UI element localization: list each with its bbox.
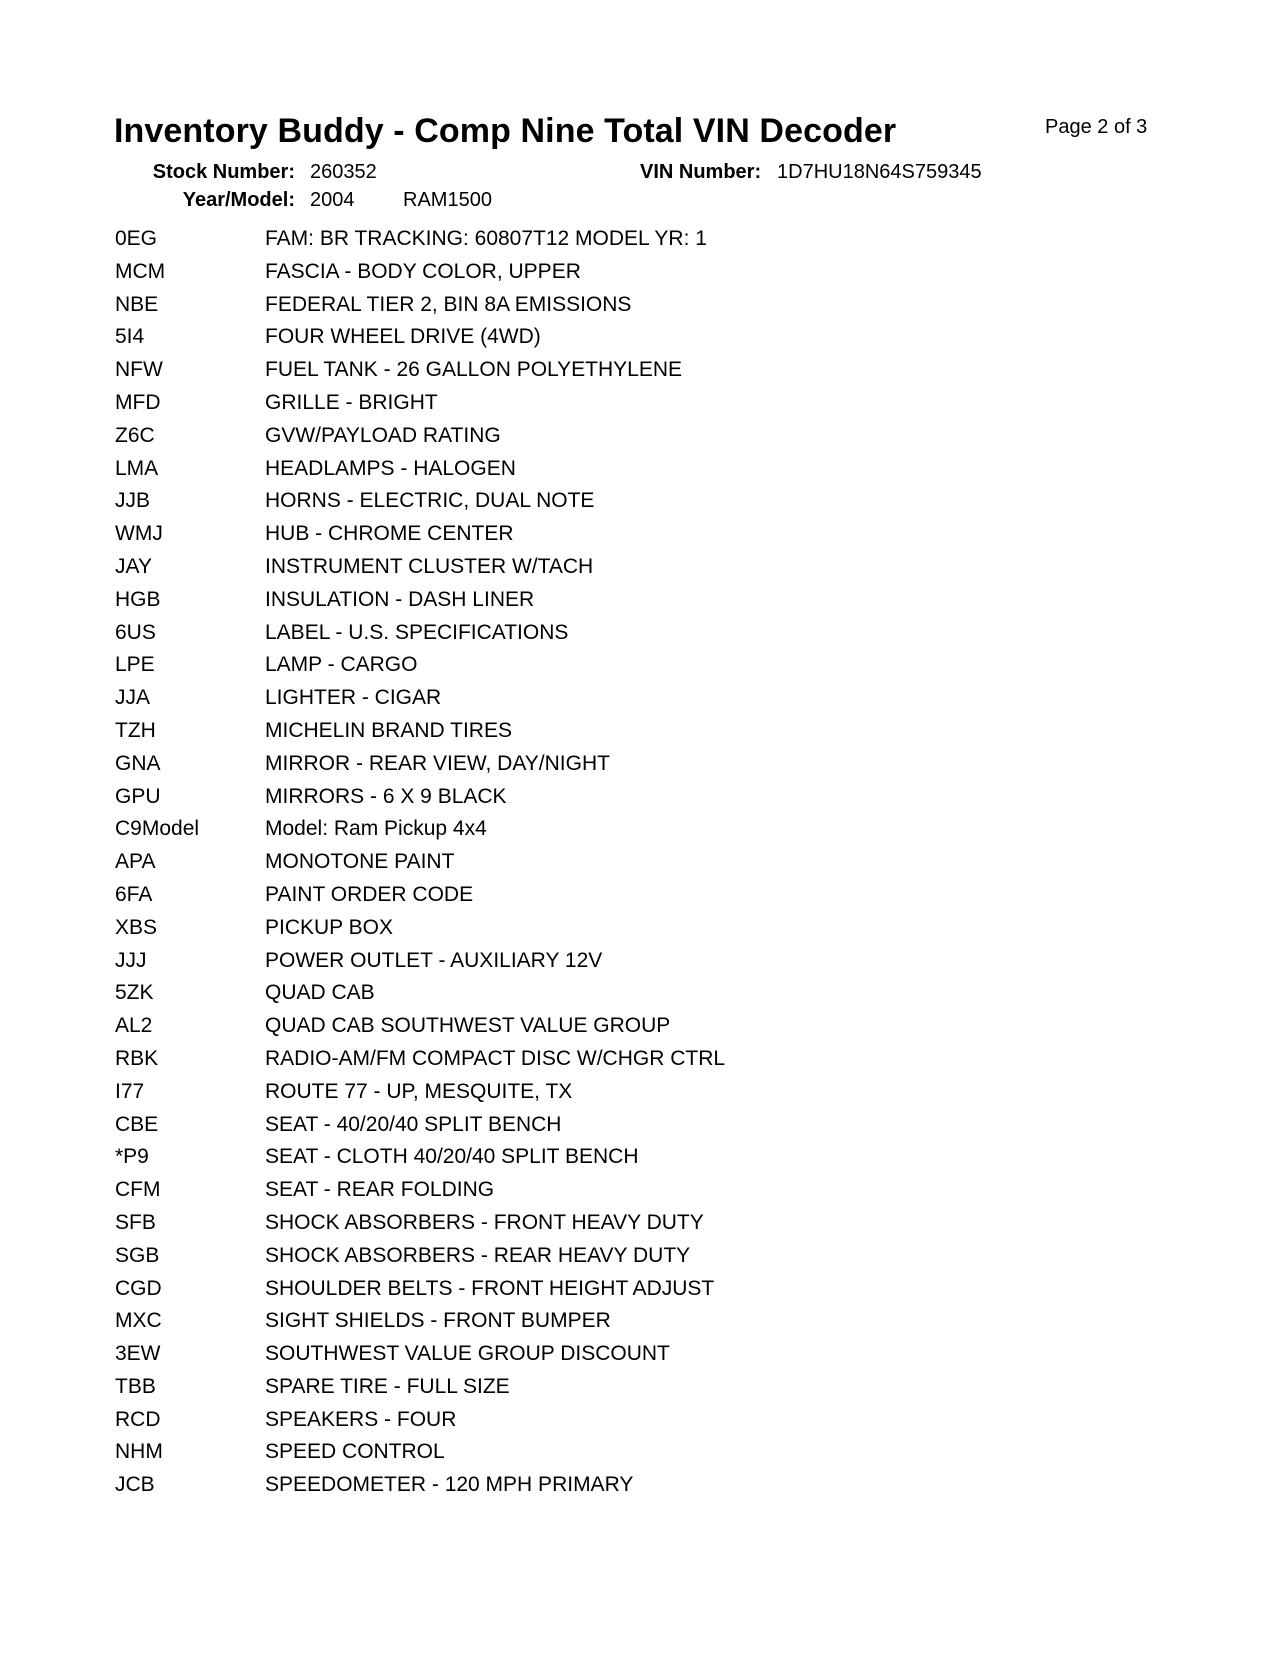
year-value: 2004 [310,189,355,211]
option-code: GNA [115,751,161,775]
option-description: FEDERAL TIER 2, BIN 8A EMISSIONS [265,292,632,316]
option-description: MIRRORS - 6 X 9 BLACK [265,784,507,808]
option-description: HEADLAMPS - HALOGEN [265,456,516,480]
option-description: HORNS - ELECTRIC, DUAL NOTE [265,489,595,513]
option-code-row [115,227,1015,260]
option-code: JJB [115,489,151,513]
option-description: SHOCK ABSORBERS - FRONT HEAVY DUTY [265,1210,704,1234]
option-code-row [115,293,1015,326]
option-description: SEAT - REAR FOLDING [265,1178,495,1202]
option-code: LPE [115,653,155,677]
option-code-row [115,555,1015,588]
option-code: MXC [115,1309,162,1333]
vin-number-label: VIN Number: [640,161,762,183]
option-code: 5ZK [115,981,154,1005]
option-code: 6FA [115,882,153,906]
option-description: SHOCK ABSORBERS - REAR HEAVY DUTY [265,1243,691,1267]
option-code-row [115,1145,1015,1178]
option-description: SPARE TIRE - FULL SIZE [265,1374,510,1398]
option-code: CFM [115,1178,161,1202]
option-code: JJJ [115,948,147,972]
stock-number-value: 260352 [310,161,377,183]
option-code-row [115,1178,1015,1211]
option-code: LMA [115,456,159,480]
option-code-row [115,1309,1015,1342]
option-code: I77 [115,1079,145,1103]
option-code: 6US [115,620,156,644]
option-code: JAY [115,554,152,578]
option-description: SOUTHWEST VALUE GROUP DISCOUNT [265,1342,670,1366]
option-code-row [115,1375,1015,1408]
option-code-row [115,686,1015,719]
option-code-row [115,1440,1015,1473]
option-code-row [115,916,1015,949]
option-code: MCM [115,259,166,283]
option-code-row [115,1408,1015,1441]
option-description: MONOTONE PAINT [265,850,455,874]
option-code-row [115,653,1015,686]
option-code: CGD [115,1276,162,1300]
option-code: NHM [115,1440,163,1464]
page-title: Inventory Buddy - Comp Nine Total VIN Decoder [114,112,897,150]
option-code: JCB [115,1473,155,1497]
option-description: POWER OUTLET - AUXILIARY 12V [265,948,603,972]
option-code: APA [115,850,156,874]
option-code: NBE [115,292,159,316]
option-code: Z6C [115,423,155,447]
option-code: TBB [115,1374,156,1398]
option-code-row [115,260,1015,293]
option-code-row [115,1244,1015,1277]
option-description: SHOULDER BELTS - FRONT HEIGHT ADJUST [265,1276,715,1300]
option-code: *P9 [115,1145,149,1169]
option-description: QUAD CAB [265,981,375,1005]
option-code: XBS [115,915,158,939]
option-description: SPEAKERS - FOUR [265,1407,457,1431]
option-code: TZH [115,718,156,742]
option-code: SFB [115,1210,156,1234]
option-description: LIGHTER - CIGAR [265,686,442,710]
option-code: 3EW [115,1342,161,1366]
option-code: MFD [115,390,161,414]
option-code-row [115,1342,1015,1375]
option-description: FOUR WHEEL DRIVE (4WD) [265,325,541,349]
option-code: CBE [115,1112,159,1136]
option-code-row [115,522,1015,555]
option-code: RBK [115,1046,159,1070]
option-code-row [115,358,1015,391]
stock-number-label: Stock Number: [152,161,295,183]
option-code: JJA [115,686,151,710]
option-code: 5I4 [115,325,145,349]
option-description: SEAT - 40/20/40 SPLIT BENCH [265,1112,562,1136]
option-description: FUEL TANK - 26 GALLON POLYETHYLENE [265,358,683,382]
option-code: HGB [115,587,161,611]
option-code-list [115,227,1015,1506]
option-code-row [115,588,1015,621]
option-description: MICHELIN BRAND TIRES [265,718,512,742]
vin-number-value: 1D7HU18N64S759345 [777,161,982,183]
option-code: WMJ [115,522,163,546]
option-code: AL2 [115,1014,153,1038]
option-code-row [115,850,1015,883]
option-code-row [115,1473,1015,1506]
option-code-row [115,424,1015,457]
option-code-row [115,1277,1015,1310]
option-code-row [115,981,1015,1014]
option-code-row [115,949,1015,982]
option-description: INSULATION - DASH LINER [265,587,535,611]
option-code-row [115,1014,1015,1047]
option-code: NFW [115,358,163,382]
option-description: MIRROR - REAR VIEW, DAY/NIGHT [265,751,610,775]
option-code: C9Model [115,817,200,841]
option-code-row [115,752,1015,785]
option-description: LAMP - CARGO [265,653,418,677]
option-code-row [115,1047,1015,1080]
option-description: Model: Ram Pickup 4x4 [265,817,487,841]
option-code-row [115,817,1015,850]
page-number: Page 2 of 3 [1045,116,1148,138]
year-model-label: Year/Model: [182,189,295,211]
option-description: SPEED CONTROL [265,1440,445,1464]
option-code: RCD [115,1407,161,1431]
option-description: ROUTE 77 - UP, MESQUITE, TX [265,1079,573,1103]
option-description: FASCIA - BODY COLOR, UPPER [265,259,581,283]
option-description: PICKUP BOX [265,915,393,939]
option-code-row [115,883,1015,916]
option-description: SIGHT SHIELDS - FRONT BUMPER [265,1309,611,1333]
option-description: RADIO-AM/FM COMPACT DISC W/CHGR CTRL [265,1046,726,1070]
option-code-row [115,457,1015,490]
option-description: SPEEDOMETER - 120 MPH PRIMARY [265,1473,634,1497]
option-code-row [115,391,1015,424]
option-code-row [115,785,1015,818]
option-description: GVW/PAYLOAD RATING [265,423,501,447]
option-description: LABEL - U.S. SPECIFICATIONS [265,620,569,644]
option-code-row [115,1211,1015,1244]
option-description: HUB - CHROME CENTER [265,522,514,546]
option-description: SEAT - CLOTH 40/20/40 SPLIT BENCH [265,1145,639,1169]
option-code-row [115,325,1015,358]
option-description: GRILLE - BRIGHT [265,390,438,414]
option-code-row [115,719,1015,752]
option-code: SGB [115,1243,160,1267]
option-code-row [115,1113,1015,1146]
option-code-row [115,1080,1015,1113]
option-code: GPU [115,784,161,808]
option-code-row [115,621,1015,654]
option-description: FAM: BR TRACKING: 60807T12 MODEL YR: 1 [265,227,707,250]
option-description: INSTRUMENT CLUSTER W/TACH [265,554,594,578]
option-description: PAINT ORDER CODE [265,882,474,906]
model-value: RAM1500 [403,189,492,211]
option-description: QUAD CAB SOUTHWEST VALUE GROUP [265,1014,671,1038]
option-code-row [115,489,1015,522]
option-code: 0EG [115,227,158,250]
